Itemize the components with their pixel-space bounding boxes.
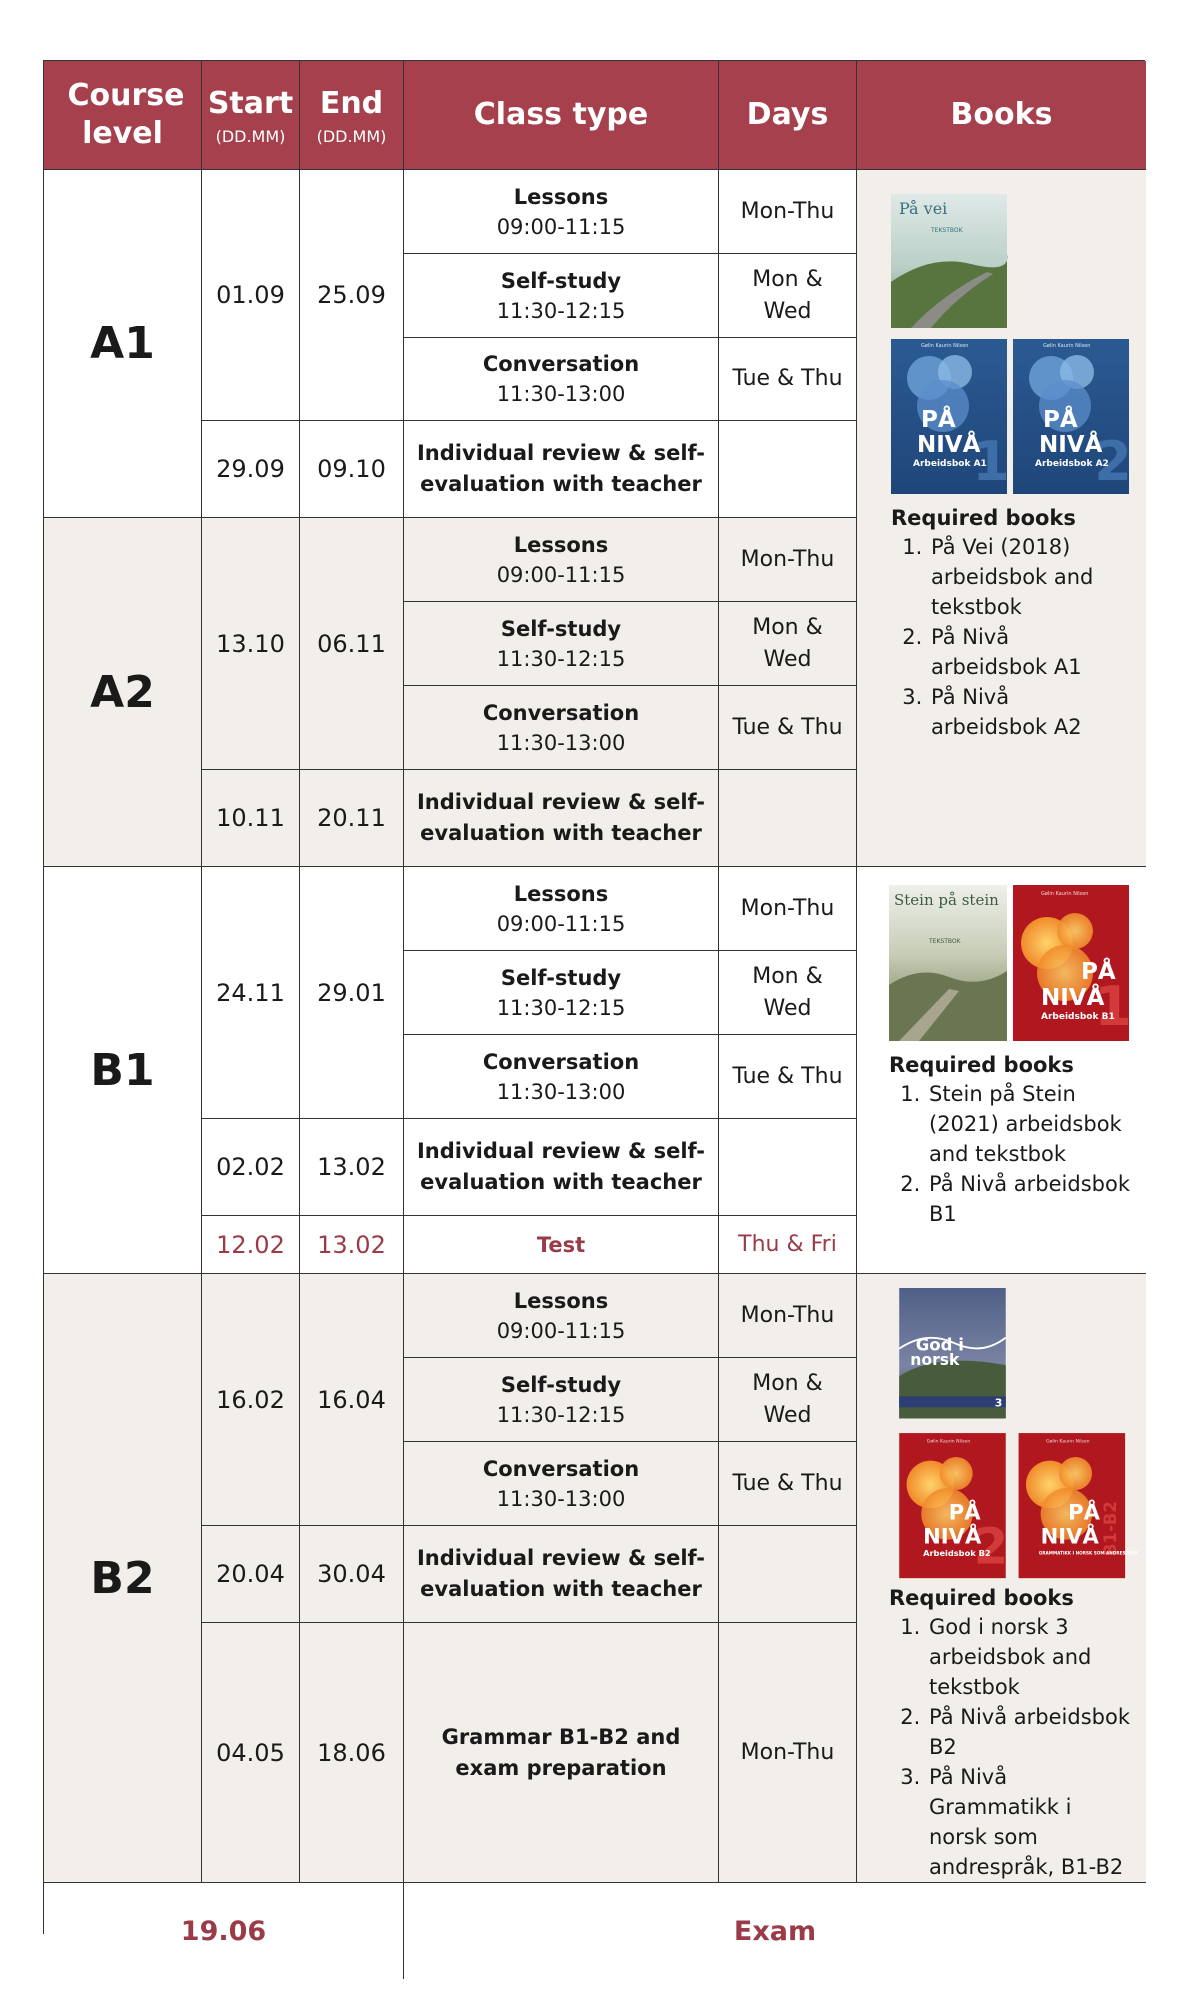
b1-lessons <box>404 867 719 951</box>
cover-number: 2 <box>973 1517 1009 1576</box>
cover-number: 1 <box>1094 975 1132 1038</box>
a1-review: Individual review & self-evaluation with teacher <box>404 421 719 518</box>
days-text: Mon & Wed <box>752 1370 823 1428</box>
cover-author: Gølin Kaurin Nilsen <box>1043 343 1091 349</box>
cover-title-1: God i <box>915 1335 964 1355</box>
header-course-level <box>44 61 202 170</box>
required-books-list <box>889 1079 1130 1229</box>
required-books-title: Required books <box>891 506 1076 530</box>
list-item: 2. På Nivå arbeidsbok B1 <box>927 1169 1130 1229</box>
b2-grammar-end: 18.06 <box>300 1623 404 1883</box>
cover-number: 2 <box>1094 430 1132 493</box>
class-time: 11:30-13:00 <box>496 1486 626 1511</box>
header-start-format: (DD.MM) <box>215 126 286 146</box>
class-time: 11:30-12:15 <box>496 646 626 671</box>
a2-conversation <box>404 686 719 770</box>
book-cover-pa-niva-b2 <box>899 1433 1008 1578</box>
class-time: 09:00-11:15 <box>496 911 626 936</box>
cover-title-1: PÅ <box>1068 1499 1100 1525</box>
a2-conversation-days: Tue & Thu <box>719 686 857 770</box>
a1-lessons-days: Mon-Thu <box>719 170 857 254</box>
b2-grammar: Grammar B1-B2 and exam preparation <box>404 1623 719 1883</box>
class-type-label: Lessons <box>513 881 609 906</box>
cover-title-1: PÅ <box>921 407 956 433</box>
class-time: 11:30-12:15 <box>496 995 626 1020</box>
list-item: 1. På Vei (2018) arbeidsbok and tekstbok <box>929 532 1130 622</box>
cover-number: B1-B2 <box>1100 1501 1120 1557</box>
book-cover-pa-niva-b1 <box>1013 885 1132 1041</box>
class-time: 11:30-13:00 <box>496 382 626 406</box>
b2-lessons <box>404 1274 719 1358</box>
a1-course-end: 25.09 <box>300 170 404 421</box>
days-text: Mon & Wed <box>752 963 823 1021</box>
class-type-label: Lessons <box>513 184 609 209</box>
level-a1: A1 <box>44 170 202 518</box>
cover-author: Gølin Kaurin Nilsen <box>1041 891 1089 897</box>
class-type-label: Conversation <box>482 1456 640 1481</box>
b1-course-start: 24.11 <box>202 867 300 1119</box>
b1-review: Individual review & self-evaluation with teacher <box>404 1119 719 1216</box>
b1-conversation-days: Tue & Thu <box>719 1035 857 1119</box>
a1-conversation <box>404 338 719 421</box>
b2-grammar-start: 04.05 <box>202 1623 300 1883</box>
b1-review-start: 02.02 <box>202 1119 300 1216</box>
header-days-label: Days <box>746 97 829 132</box>
days-text: Mon & Wed <box>752 614 823 672</box>
a2-lessons <box>404 518 719 602</box>
header-end-format: (DD.MM) <box>316 126 387 146</box>
header-class-type <box>404 61 719 170</box>
b1-test-days: Thu & Fri <box>719 1216 857 1274</box>
book-covers-b2 <box>889 1288 1139 1580</box>
book-cover-pa-niva-a1 <box>891 339 1010 494</box>
b2-course-start: 16.02 <box>202 1274 300 1526</box>
class-type-label: Conversation <box>482 1049 640 1074</box>
exam-date-text: 19.06 <box>180 1915 267 1947</box>
cover-subtitle: GRAMMATIKK I NORSK SOM ANDRESPRÅK <box>1038 1550 1139 1556</box>
cover-author: Gølin Kaurin Nilsen <box>921 343 969 349</box>
a2-course-start: 13.10 <box>202 518 300 770</box>
books-b1 <box>857 867 1146 1274</box>
header-days <box>719 61 857 170</box>
b2-conversation-days: Tue & Thu <box>719 1442 857 1526</box>
cover-subtitle: Arbeidsbok A1 <box>913 459 987 469</box>
b1-test-start: 12.02 <box>202 1216 300 1274</box>
required-books-title: Required books <box>889 1053 1074 1077</box>
b1-test: Test <box>404 1216 719 1274</box>
book-covers-a <box>891 194 1141 494</box>
a2-selfstudy-days <box>719 602 857 686</box>
cover-title-2: NIVÅ <box>1039 432 1103 458</box>
list-item: 3. På Nivå Grammatikk i norsk som andrespråk, B1-B2 <box>927 1762 1130 1882</box>
b1-selfstudy-days <box>719 951 857 1035</box>
cover-subtitle: TEKSTBOK <box>931 227 963 234</box>
list-item: 3. På Nivå arbeidsbok A2 <box>929 682 1130 742</box>
class-type-label: Self-study <box>500 268 622 293</box>
class-time: 11:30-13:00 <box>496 1079 626 1104</box>
cover-author: Gølin Kaurin Nilsen <box>926 1439 971 1445</box>
a2-lessons-days: Mon-Thu <box>719 518 857 602</box>
header-start <box>202 61 300 170</box>
a2-review: Individual review & self-evaluation with teacher <box>404 770 719 867</box>
b1-test-end: 13.02 <box>300 1216 404 1274</box>
cover-author: Gølin Kaurin Nilsen <box>1046 1439 1090 1445</box>
b2-review: Individual review & self-evaluation with teacher <box>404 1526 719 1623</box>
list-item: 1. God i norsk 3 arbeidsbok and tekstbok <box>927 1612 1130 1702</box>
cover-number: 1 <box>972 430 1010 493</box>
cover-subtitle: Arbeidsbok B2 <box>923 1548 991 1559</box>
b2-course-end: 16.04 <box>300 1274 404 1526</box>
class-type-label: Lessons <box>513 1288 609 1313</box>
required-books-list <box>891 532 1130 742</box>
a2-review-days <box>719 770 857 867</box>
cover-title-1: PÅ <box>948 1499 981 1525</box>
a1-review-end: 09.10 <box>300 421 404 518</box>
a1-lessons <box>404 170 719 254</box>
b2-grammar-days: Mon-Thu <box>719 1623 857 1883</box>
b1-conversation <box>404 1035 719 1119</box>
cover-number: 3 <box>994 1396 1003 1410</box>
a1-course-start: 01.09 <box>202 170 300 421</box>
book-covers-b1 <box>889 885 1139 1045</box>
required-books-title: Required books <box>889 1586 1074 1610</box>
class-type-label: Lessons <box>513 532 609 557</box>
cover-subtitle: Arbeidsbok B1 <box>1041 1012 1115 1022</box>
cover-title-1: PÅ <box>1043 407 1078 433</box>
header-books-label: Books <box>950 97 1053 132</box>
cover-title: Stein på stein <box>894 891 999 909</box>
b2-review-end: 30.04 <box>300 1526 404 1623</box>
a1-selfstudy <box>404 254 719 338</box>
b2-selfstudy <box>404 1358 719 1442</box>
b2-lessons-days: Mon-Thu <box>719 1274 857 1358</box>
b1-review-days <box>719 1119 857 1216</box>
class-time: 09:00-11:15 <box>496 214 626 239</box>
exam-date <box>44 1883 404 1979</box>
b2-conversation <box>404 1442 719 1526</box>
list-item: 2. På Nivå arbeidsbok B2 <box>927 1702 1130 1762</box>
class-type-label: Self-study <box>500 965 622 990</box>
a1-review-days <box>719 421 857 518</box>
b2-review-days <box>719 1526 857 1623</box>
header-end-label: End <box>319 85 384 121</box>
class-type-label: Self-study <box>500 1372 622 1397</box>
a1-selfstudy-days <box>719 254 857 338</box>
level-b2: B2 <box>44 1274 202 1883</box>
class-time: 11:30-13:00 <box>496 730 626 755</box>
b1-course-end: 29.01 <box>300 867 404 1119</box>
cover-subtitle: TEKSTBOK <box>929 938 961 945</box>
header-end <box>300 61 404 170</box>
class-time: 11:30-12:15 <box>496 1402 626 1427</box>
list-item: 1. Stein på Stein (2021) arbeidsbok and tekstbok <box>927 1079 1130 1169</box>
header-books <box>857 61 1146 170</box>
cover-title-2: NIVÅ <box>1040 1523 1099 1549</box>
level-a2: A2 <box>44 518 202 867</box>
class-time: 09:00-11:15 <box>496 1318 626 1343</box>
cover-title-1: PÅ <box>1081 959 1116 985</box>
books-a1-a2 <box>857 170 1146 867</box>
a2-selfstudy <box>404 602 719 686</box>
cover-title: På vei <box>899 199 948 218</box>
cover-title-2: NIVÅ <box>917 432 981 458</box>
header-class-type-label: Class type <box>473 97 649 132</box>
class-time: 09:00-11:15 <box>496 562 626 587</box>
level-b1: B1 <box>44 867 202 1274</box>
exam-label-text: Exam <box>733 1915 817 1947</box>
book-cover-pa-niva-a2 <box>1013 339 1132 494</box>
a1-conversation-days: Tue & Thu <box>719 338 857 421</box>
required-books-list <box>889 1612 1130 1882</box>
book-cover-god-i-norsk <box>899 1288 1006 1418</box>
cover-subtitle: Arbeidsbok A2 <box>1035 459 1109 469</box>
b1-review-end: 13.02 <box>300 1119 404 1216</box>
b1-lessons-days: Mon-Thu <box>719 867 857 951</box>
a2-review-end: 20.11 <box>300 770 404 867</box>
b2-selfstudy-days <box>719 1358 857 1442</box>
class-type-label: Self-study <box>500 616 622 641</box>
b2-review-start: 20.04 <box>202 1526 300 1623</box>
list-item: 2. På Nivå arbeidsbok A1 <box>929 622 1130 682</box>
book-cover-pa-vei <box>891 194 1007 328</box>
book-cover-stein-pa-stein <box>889 885 1007 1041</box>
cover-title-2: NIVÅ <box>1041 985 1105 1011</box>
book-cover-pa-niva-grammatikk <box>1019 1433 1139 1578</box>
class-type-label: Conversation <box>482 352 640 376</box>
exam-label <box>404 1883 1146 1979</box>
class-time: 11:30-12:15 <box>496 298 626 323</box>
a2-course-end: 06.11 <box>300 518 404 770</box>
a1-review-start: 29.09 <box>202 421 300 518</box>
cover-title-2: NIVÅ <box>923 1523 982 1549</box>
cover-title-2: norsk <box>910 1351 960 1370</box>
header-course-level-label: Course level <box>67 78 185 151</box>
header-start-label: Start <box>207 85 294 121</box>
books-b2 <box>857 1274 1146 1883</box>
days-text: Mon & Wed <box>752 266 823 324</box>
class-type-label: Conversation <box>482 700 640 725</box>
a2-review-start: 10.11 <box>202 770 300 867</box>
b1-selfstudy <box>404 951 719 1035</box>
course-schedule-table <box>43 60 1145 1947</box>
